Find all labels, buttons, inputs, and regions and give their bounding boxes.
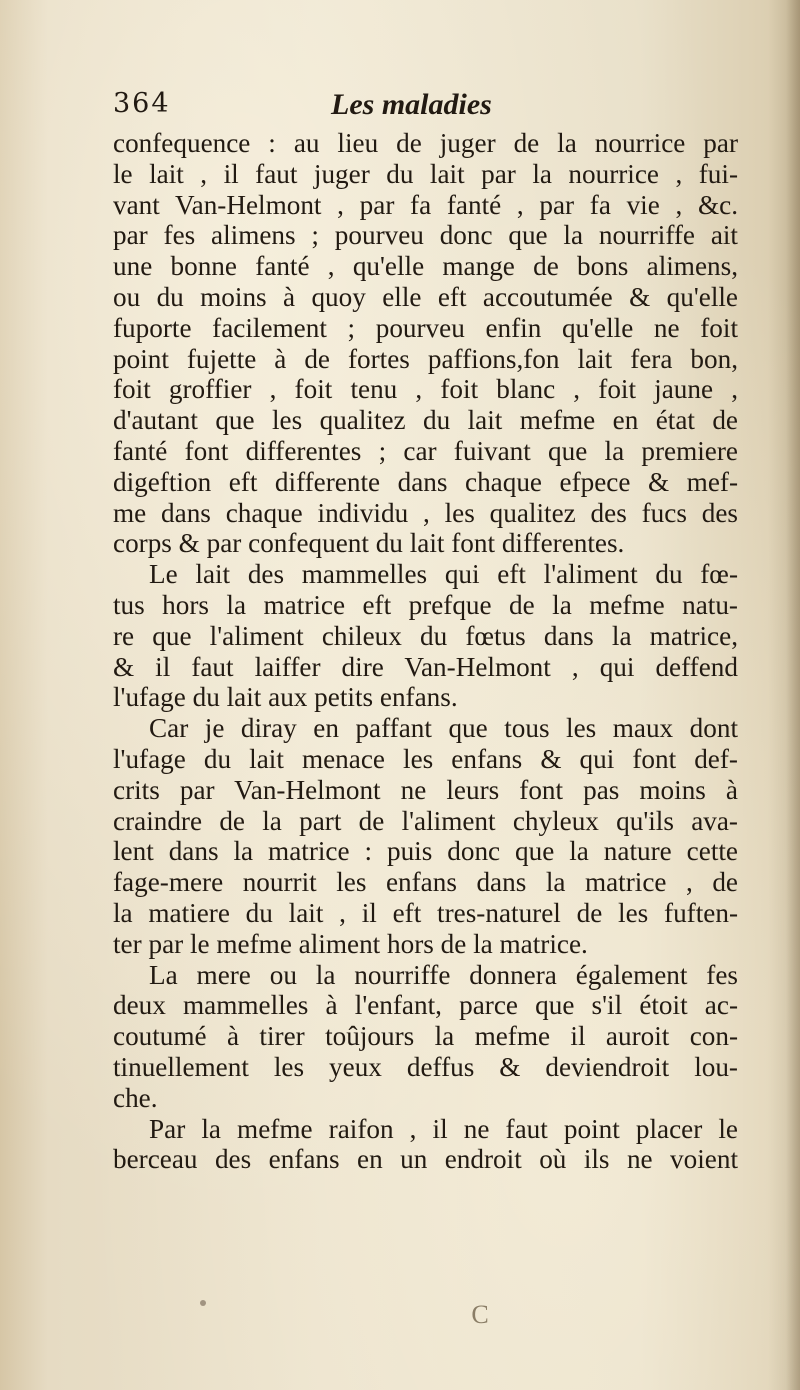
text-line: me dans chaque individu , les qualitez des fucs des <box>113 497 738 528</box>
page-edge-shadow <box>786 0 800 1390</box>
text-line: coutumé à tirer toûjours la mefme il auroit con- <box>113 1021 738 1052</box>
text-line: foit groffier , foit tenu , foit blanc , foit jaune , <box>113 374 738 405</box>
body-text <box>113 128 738 1175</box>
page-number: 364 <box>113 88 171 119</box>
text-line: re que l'aliment chileux du fœtus dans la matrice, <box>113 620 738 651</box>
text-line: fuporte facilement ; pourveu enfin qu'elle ne foit <box>113 312 738 343</box>
text-line: d'autant que les qualitez du lait mefme en état de <box>113 405 738 436</box>
text-line: crits par Van-Helmont ne leurs font pas moins à <box>113 774 738 805</box>
text-line: ou du moins à quoy elle eft accoutumée & qu'elle <box>113 281 738 312</box>
text-line: fanté font differentes ; car fuivant que la premiere <box>113 435 738 466</box>
text-line: par fes alimens ; pourveu donc que la nourriffe ait <box>113 220 738 251</box>
text-line: & il faut laiffer dire Van-Helmont , qui deffend <box>113 651 738 682</box>
running-title: Les maladies <box>331 88 492 121</box>
text-line: tinuellement les yeux deffus & deviendroit lou- <box>113 1051 738 1082</box>
text-line: corps & par confequent du lait font differentes. <box>113 528 625 559</box>
text-line: l'ufage du lait menace les enfans & qui font def- <box>113 743 738 774</box>
text-line: che. <box>113 1082 158 1113</box>
catchword: C <box>471 1300 489 1329</box>
page-header <box>113 88 733 128</box>
text-line: la matiere du lait , il eft tres-naturel de les fuften- <box>113 897 738 928</box>
text-line: point fujette à de fortes paffions,fon lait fera bon, <box>113 343 738 374</box>
text-line: craindre de la part de l'aliment chyleux qu'ils ava- <box>113 805 738 836</box>
text-line: fage-mere nourrit les enfans dans la matrice , de <box>113 867 738 898</box>
text-line: digeftion eft differente dans chaque efpece & mef- <box>113 466 738 497</box>
ink-speck <box>200 1300 206 1306</box>
paragraph-start-line: La mere ou la nourriffe donnera également fes <box>149 959 738 990</box>
text-line: l'ufage du lait aux petits enfans. <box>113 682 458 713</box>
text-line: ter par le mefme aliment hors de la matrice. <box>113 928 588 959</box>
text-line: deux mammelles à l'enfant, parce que s'il étoit ac- <box>113 990 738 1021</box>
text-line: lent dans la matrice : puis donc que la nature cette <box>113 836 738 867</box>
text-line: une bonne fanté , qu'elle mange de bons alimens, <box>113 251 738 282</box>
text-line: vant Van-Helmont , par fa fanté , par fa vie , &c. <box>113 189 738 220</box>
text-line: confequence : au lieu de juger de la nourrice par <box>113 128 738 158</box>
text-line: tus hors la matrice eft prefque de la mefme natu- <box>113 589 738 620</box>
paragraph-start-line: Car je diray en paffant que tous les maux dont <box>149 713 738 744</box>
text-line: le lait , il faut juger du lait par la nourrice , fui- <box>113 158 738 189</box>
paragraph-start-line: Le lait des mammelles qui eft l'aliment du fœ- <box>149 559 738 590</box>
paragraph-start-line: Par la mefme raifon , il ne faut point placer le <box>149 1113 738 1144</box>
text-line: berceau des enfans en un endroit où ils ne voient <box>113 1144 738 1175</box>
